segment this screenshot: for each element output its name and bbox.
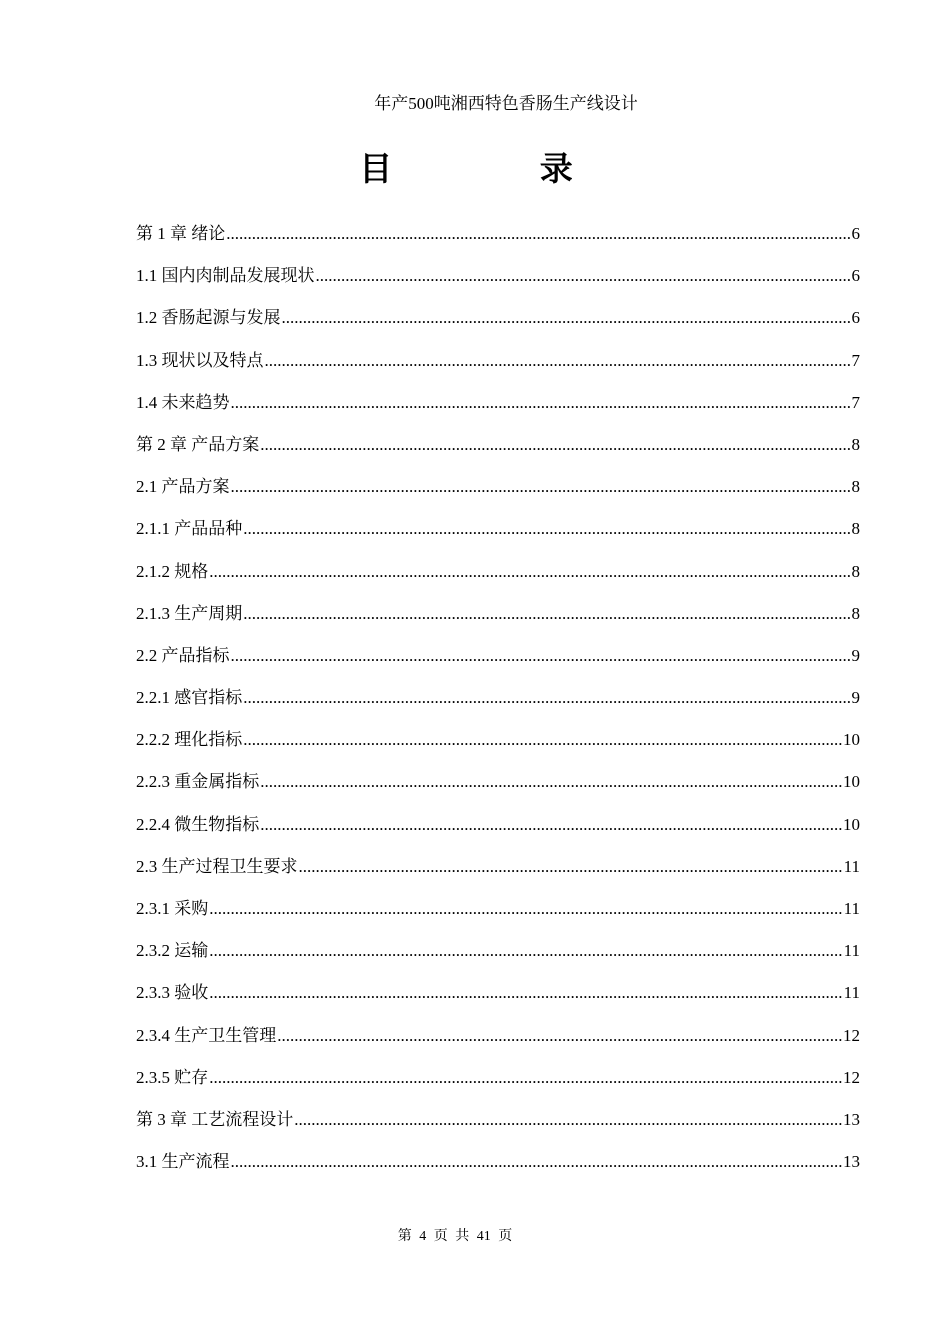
toc-entry-label: 第 3 章 工艺流程设计 (136, 1109, 294, 1129)
toc-entry-page: 10 (843, 772, 860, 792)
toc-entry[interactable] (136, 930, 860, 972)
toc-entry-page: 6 (851, 224, 860, 243)
toc-dot-leader (209, 972, 842, 1014)
toc-entry[interactable] (136, 213, 860, 255)
toc-entry-page: 13 (843, 1109, 860, 1129)
toc-dot-leader (243, 593, 850, 635)
toc-entry[interactable] (136, 466, 860, 508)
toc-entry-label: 2.2.1 感官指标 (136, 688, 243, 708)
toc-entry-page: 8 (851, 603, 860, 623)
toc-dot-leader (231, 382, 851, 424)
toc-entry-label: 1.4 未来趋势 (136, 392, 230, 412)
toc-dot-leader (243, 677, 850, 719)
toc-entry-label: 1.2 香肠起源与发展 (136, 308, 281, 328)
toc-entry[interactable] (136, 761, 860, 803)
toc-entry[interactable] (136, 1099, 860, 1141)
table-of-contents (136, 213, 860, 1183)
toc-entry-page: 11 (843, 983, 860, 1003)
toc-dot-leader (282, 297, 851, 339)
toc-entry-label: 2.3.5 贮存 (136, 1067, 209, 1087)
toc-entry[interactable] (136, 424, 860, 466)
toc-entry-page: 8 (851, 477, 860, 497)
toc-entry[interactable] (136, 593, 860, 635)
toc-entry-page: 11 (843, 856, 860, 876)
toc-entry-label: 2.3.1 采购 (136, 899, 209, 918)
toc-entry-page: 11 (843, 941, 860, 961)
toc-dot-leader (209, 1057, 842, 1099)
toc-entry-label: 1.3 现状以及特点 (136, 350, 264, 370)
toc-entry[interactable] (136, 888, 860, 930)
toc-dot-leader (265, 340, 851, 382)
toc-entry[interactable] (136, 719, 860, 761)
toc-dot-leader (294, 1099, 842, 1141)
toc-entry[interactable] (136, 846, 860, 888)
toc-dot-leader (226, 213, 850, 255)
toc-entry-page: 8 (851, 434, 860, 454)
toc-entry-page: 7 (851, 350, 860, 370)
toc-entry[interactable] (136, 1015, 860, 1057)
toc-entry-label: 2.2.3 重金属指标 (136, 772, 260, 792)
toc-dot-leader (209, 551, 850, 593)
toc-entry-page: 8 (851, 519, 860, 539)
toc-entry-label: 2.2.2 理化指标 (136, 730, 243, 750)
toc-entry[interactable] (136, 340, 860, 382)
toc-entry[interactable] (136, 972, 860, 1014)
toc-dot-leader (316, 255, 851, 297)
toc-entry-page: 12 (843, 1067, 860, 1087)
toc-entry[interactable] (136, 1141, 860, 1183)
toc-dot-leader (299, 846, 843, 888)
toc-entry[interactable] (136, 297, 860, 339)
toc-dot-leader (243, 508, 850, 550)
toc-entry-page: 7 (851, 392, 860, 412)
toc-entry[interactable] (136, 382, 860, 424)
toc-entry-label: 2.3.3 验收 (136, 983, 209, 1003)
toc-entry-label: 2.3.4 生产卫生管理 (136, 1025, 277, 1045)
toc-entry-page: 8 (851, 561, 860, 581)
toc-entry-page: 10 (843, 730, 860, 750)
toc-dot-leader (260, 761, 842, 803)
toc-entry[interactable] (136, 804, 860, 846)
toc-entry-label: 第 1 章 绪论 (136, 224, 226, 243)
toc-entry-label: 3.1 生产流程 (136, 1152, 230, 1172)
toc-entry-page: 10 (843, 814, 860, 834)
toc-entry-label: 2.3 生产过程卫生要求 (136, 856, 298, 876)
toc-entry[interactable] (136, 255, 860, 297)
toc-entry-page: 6 (851, 308, 860, 328)
toc-dot-leader (260, 804, 842, 846)
toc-dot-leader (260, 424, 850, 466)
toc-heading: 目 录 (359, 149, 641, 188)
toc-dot-leader (231, 466, 851, 508)
toc-entry-label: 2.1 产品方案 (136, 477, 230, 497)
toc-entry-label: 2.2.4 微生物指标 (136, 814, 260, 834)
toc-entry-label: 2.2 产品指标 (136, 645, 230, 665)
toc-dot-leader (231, 1141, 843, 1183)
toc-entry-label: 2.1.2 规格 (136, 561, 209, 581)
toc-entry-page: 13 (843, 1152, 860, 1172)
toc-dot-leader (209, 930, 842, 972)
toc-dot-leader (243, 719, 842, 761)
toc-dot-leader (209, 888, 842, 930)
toc-entry-label: 第 2 章 产品方案 (136, 434, 260, 454)
toc-entry[interactable] (136, 508, 860, 550)
toc-entry-label: 2.1.1 产品品种 (136, 519, 243, 539)
document-header-title: 年产500吨湘西特色香肠生产线设计 (374, 94, 638, 113)
toc-entry-label: 2.1.3 生产周期 (136, 603, 243, 623)
toc-entry-label: 1.1 国内肉制品发展现状 (136, 266, 315, 286)
toc-dot-leader (277, 1015, 842, 1057)
toc-entry-page: 9 (851, 688, 860, 708)
toc-entry[interactable] (136, 551, 860, 593)
toc-entry[interactable] (136, 635, 860, 677)
toc-entry-label: 2.3.2 运输 (136, 941, 209, 961)
toc-entry-page: 11 (843, 899, 860, 918)
page-footer: 第 4 页 共 41 页 (397, 1229, 513, 1244)
toc-entry[interactable] (136, 677, 860, 719)
toc-entry-page: 6 (851, 266, 860, 286)
toc-dot-leader (231, 635, 851, 677)
toc-entry[interactable] (136, 1057, 860, 1099)
toc-entry-page: 9 (851, 645, 860, 665)
toc-entry-page: 12 (843, 1025, 860, 1045)
